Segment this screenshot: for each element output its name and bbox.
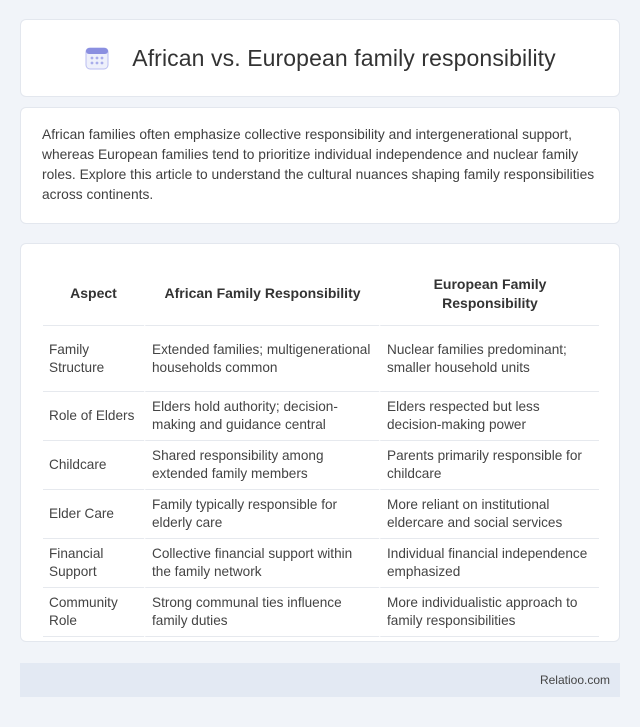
table-row	[43, 392, 599, 441]
intro-paragraph: African families often emphasize collective responsibility and intergenerational support, whereas European families tend to prioritize individual independence and nuclear family roles. Explore this article to understand the cultural nuances shaping family responsibilities across continents.	[42, 127, 595, 202]
cell-african: Collective financial support within the family network	[144, 539, 379, 588]
footer-bar	[20, 663, 620, 697]
title-card	[20, 19, 620, 97]
title-row	[84, 45, 556, 72]
cell-african: Elders hold authority; decision-making and guidance central	[144, 392, 379, 441]
cell-african: Shared responsibility among extended family members	[144, 441, 379, 490]
cell-aspect: Community Role	[43, 588, 144, 637]
cell-european: Nuclear families predominant; smaller household units	[379, 326, 599, 392]
cell-aspect: Financial Support	[43, 539, 144, 588]
footer-brand[interactable]: Relatioo.com	[539, 673, 610, 687]
intro-card	[20, 107, 620, 224]
cell-aspect: Family Structure	[43, 326, 144, 392]
cell-european: More reliant on institutional eldercare and social services	[379, 490, 599, 539]
table-row	[43, 539, 599, 588]
cell-aspect: Role of Elders	[43, 392, 144, 441]
cell-european: Parents primarily responsible for childcare	[379, 441, 599, 490]
comparison-table	[43, 262, 599, 637]
cell-african: Family typically responsible for elderly care	[144, 490, 379, 539]
calendar-icon	[84, 45, 110, 71]
cell-african: Strong communal ties influence family duties	[144, 588, 379, 637]
cell-european: Elders respected but less decision-making power	[379, 392, 599, 441]
page-title: African vs. European family responsibility	[132, 44, 556, 71]
header-european: European Family Responsibility	[379, 262, 599, 326]
comparison-card	[20, 243, 620, 642]
header-aspect: Aspect	[43, 262, 144, 326]
cell-european: More individualistic approach to family responsibilities	[379, 588, 599, 637]
table-header-row	[43, 262, 599, 326]
table-row	[43, 326, 599, 392]
cell-aspect: Elder Care	[43, 490, 144, 539]
table-row	[43, 588, 599, 637]
cell-aspect: Childcare	[43, 441, 144, 490]
cell-european: Individual financial independence emphasized	[379, 539, 599, 588]
cell-african: Extended families; multigenerational households common	[144, 326, 379, 392]
header-african: African Family Responsibility	[144, 262, 379, 326]
table-row	[43, 490, 599, 539]
table-row	[43, 441, 599, 490]
